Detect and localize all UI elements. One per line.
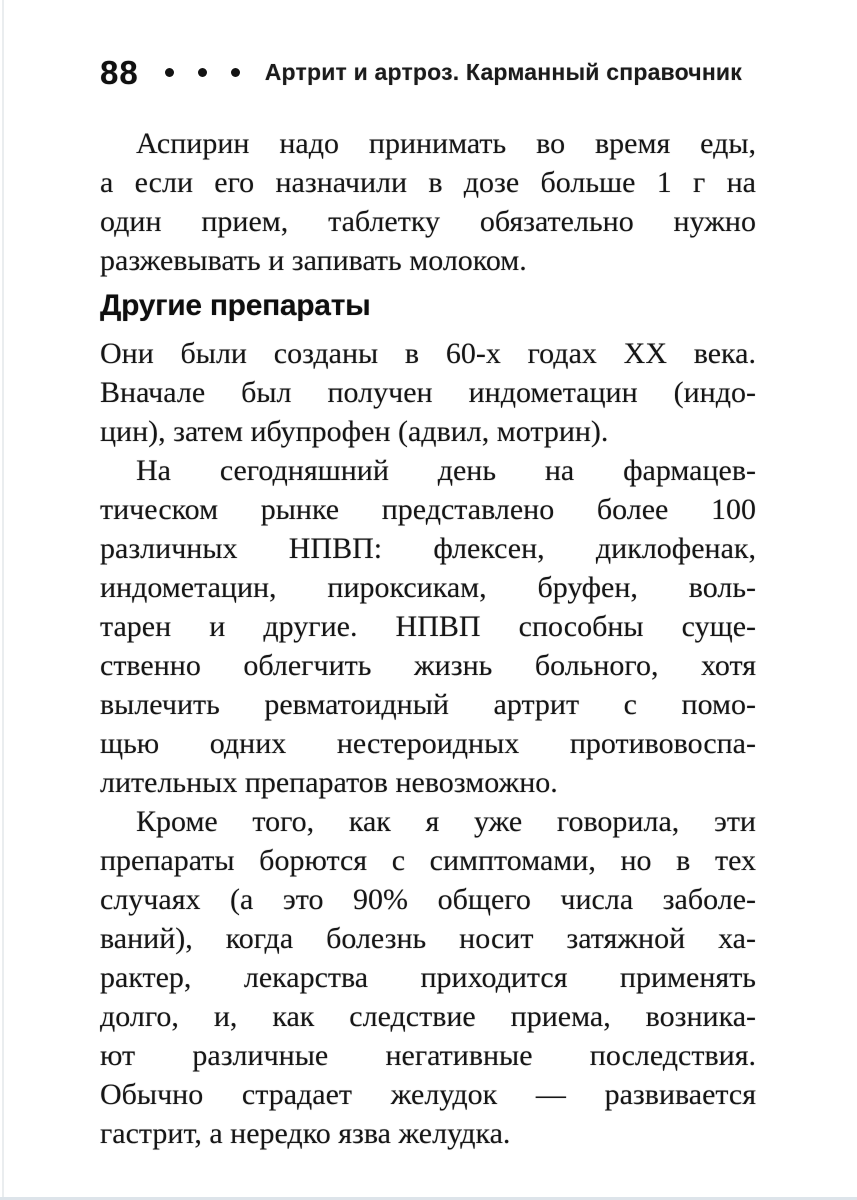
text-line: Кроме того, как я уже говорила, эти xyxy=(136,805,756,838)
section-heading: Другие препараты xyxy=(100,289,371,322)
text-line: а если его назначили в дозе больше 1 г на xyxy=(100,166,756,199)
text-line: случаях (а это 90% общего числа заболе- xyxy=(100,883,756,916)
text-line: вылечить ревматоидный артрит с помо- xyxy=(100,688,756,721)
bullet-dot-icon xyxy=(198,68,207,77)
running-head-title: Артрит и артроз. Карманный справочник xyxy=(264,59,742,85)
text-line: Они были созданы в 60-х годах XX века. xyxy=(100,337,756,370)
text-line: цин), затем ибупрофен (адвил, мотрин). xyxy=(100,415,609,448)
paragraph xyxy=(100,802,756,1153)
paragraph xyxy=(100,451,756,802)
text-line: препараты борются с симптомами, но в тех xyxy=(100,844,756,877)
text-line: гастрит, а нередко язва желудка. xyxy=(100,1117,511,1150)
page-number: 88 xyxy=(100,54,139,91)
text-line: ют различные негативные последствия. xyxy=(100,1039,756,1072)
page-left-edge xyxy=(2,0,4,1200)
text-line: разжевывать и запивать молоком. xyxy=(100,244,527,277)
text-line: тическом рынке представлено более 100 xyxy=(100,493,756,526)
text-line: тарен и другие. НПВП способны суще- xyxy=(100,610,756,643)
text-line: лительных препаратов невозможно. xyxy=(100,766,558,799)
text-line: ственно облегчить жизнь больного, хотя xyxy=(100,649,756,682)
text-line: один прием, таблетку обязательно нужно xyxy=(100,205,756,238)
page-header xyxy=(100,56,767,89)
bullet-dot-icon xyxy=(231,68,240,77)
text-line: Обычно страдает желудок — развивается xyxy=(100,1078,756,1111)
text-line: На сегодняшний день на фармацев- xyxy=(136,454,756,487)
paragraph xyxy=(100,334,756,451)
text-line: различных НПВП: флексен, диклофенак, xyxy=(100,532,756,565)
text-line: щью одних нестероидных противовоспа- xyxy=(100,727,756,760)
paragraph xyxy=(100,124,756,280)
text-line: рактер, лекарства приходится применять xyxy=(100,961,756,994)
text-line: долго, и, как следствие приема, возника- xyxy=(100,1000,756,1033)
bullet-dot-icon xyxy=(165,68,174,77)
page-content xyxy=(100,124,756,1153)
text-line: ваний), когда болезнь носит затяжной ха- xyxy=(100,922,756,955)
header-dots-icon xyxy=(165,68,240,77)
text-line: Аспирин надо принимать во время еды, xyxy=(136,127,756,160)
text-line: Вначале был получен индометацин (индо- xyxy=(100,376,756,409)
text-line: индометацин, пироксикам, бруфен, воль- xyxy=(100,571,756,604)
